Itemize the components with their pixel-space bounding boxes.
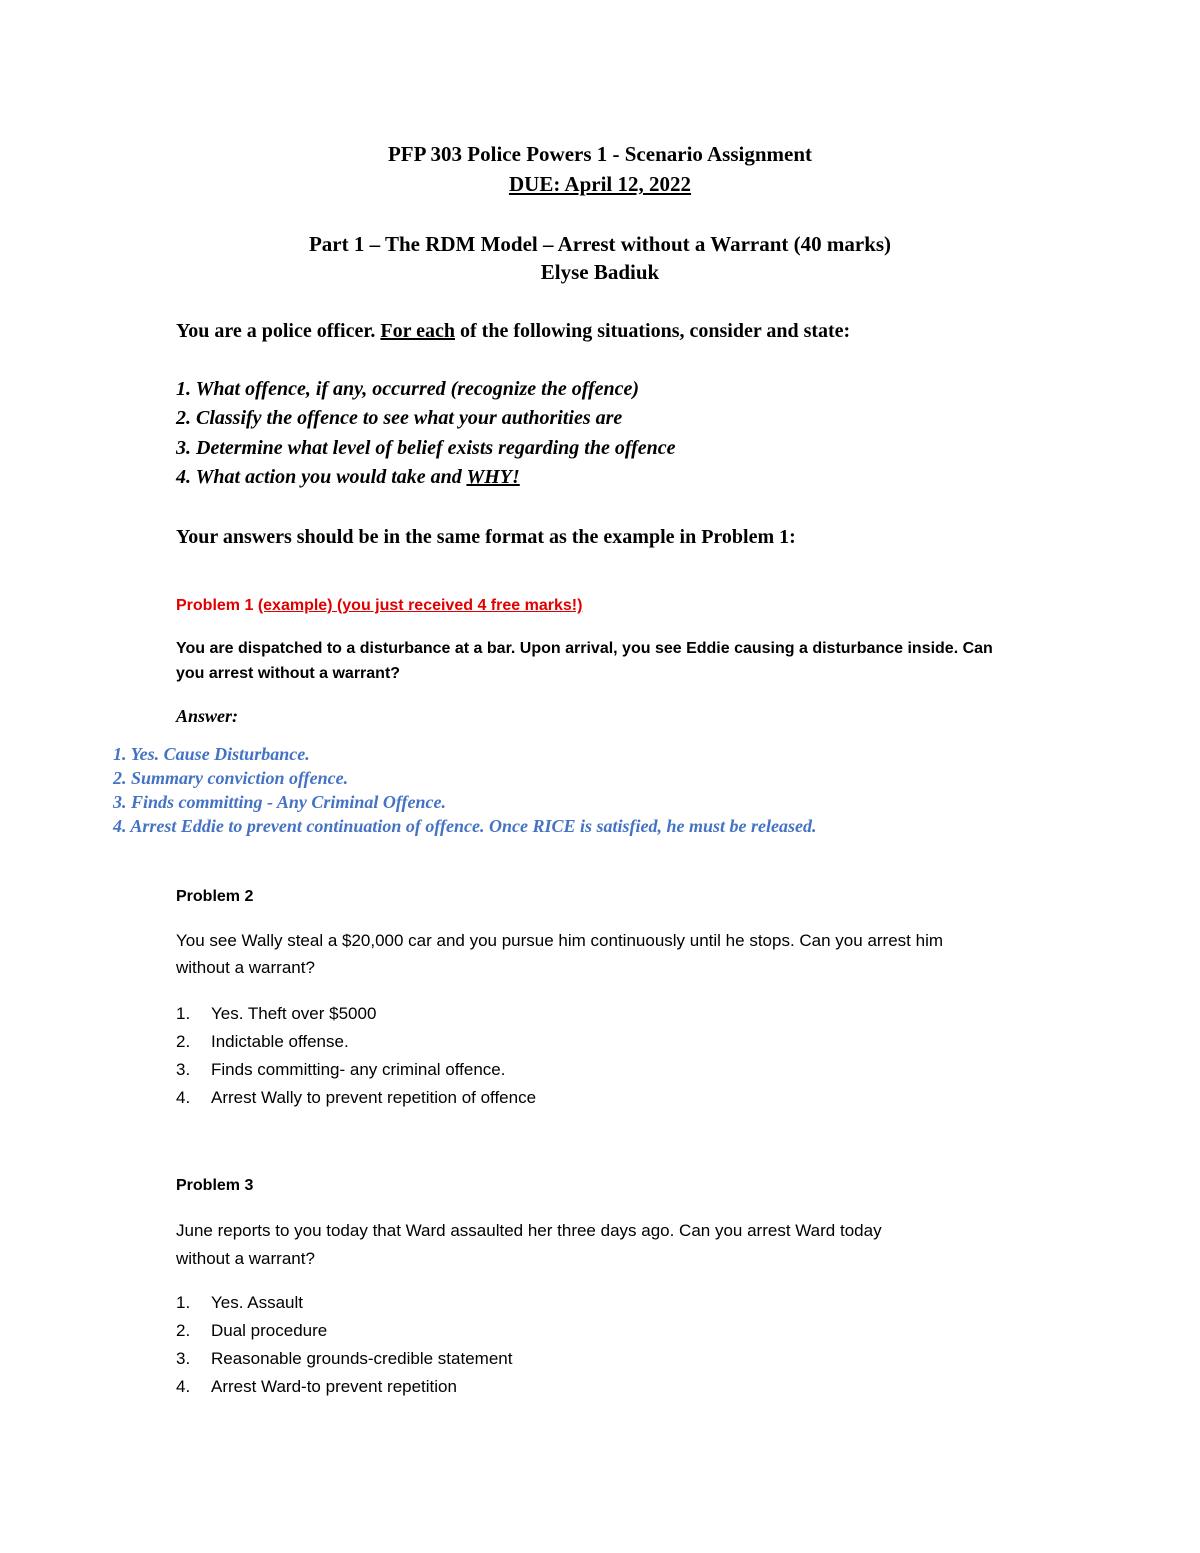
example-answer: 3. Finds committing - Any Criminal Offence. [113, 792, 447, 812]
due-date-text: DUE: April 12, 2022 [508, 172, 691, 196]
format-note: Your answers should be in the same format as the example in Problem 1: [176, 526, 796, 548]
list-item-text: Indictable offense. [211, 1032, 349, 1051]
list-number: 4. [176, 1377, 191, 1396]
list-number: 3. [176, 1349, 191, 1368]
problem1-title [176, 597, 582, 615]
due-date [0, 172, 1200, 197]
question-text: What action you would take and [195, 466, 467, 488]
problem2-title: Problem 2 [176, 888, 254, 905]
intro-prefix: You are a police officer. [176, 320, 381, 342]
list-item-text: Yes. Assault [211, 1293, 303, 1312]
part-heading: Part 1 – The RDM Model – Arrest without a Warrant (40 marks) [308, 232, 892, 256]
problem3-text-line: without a warrant? [176, 1249, 315, 1268]
question-number: 1. [176, 378, 191, 400]
author-name: Elyse Badiuk [540, 260, 660, 284]
question-text: Classify the offence to see what your authorities are [196, 407, 623, 429]
intro-paragraph [176, 320, 850, 343]
question-text: What offence, if any, occurred (recognize the offence) [195, 378, 640, 400]
question-item [176, 378, 639, 401]
problem1-title-prefix: Problem 1 [176, 597, 258, 614]
question-text: Determine what level of belief exists regarding the offence [196, 437, 676, 459]
document-title: PFP 303 Police Powers 1 - Scenario Assignment [387, 142, 813, 166]
question-number: 2. [176, 407, 191, 429]
question-number: 3. [176, 437, 191, 459]
question-emphasis: WHY! [466, 466, 520, 488]
list-item-text: Dual procedure [211, 1321, 328, 1340]
problem2-text-line: You see Wally steal a $20,000 car and you pursue him continuously until he stops. Can you arrest him [176, 931, 944, 950]
list-item-text: Reasonable grounds-credible statement [211, 1349, 513, 1368]
example-answer: 1. Yes. Cause Disturbance. [113, 744, 310, 764]
question-number: 4. [176, 466, 191, 488]
intro-emphasis: For each [380, 320, 456, 342]
answer-label: Answer: [176, 706, 239, 726]
list-item-text: Finds committing- any criminal offence. [211, 1060, 506, 1079]
question-item [176, 407, 622, 430]
list-item-text: Arrest Wally to prevent repetition of offence [211, 1088, 537, 1107]
list-number: 3. [176, 1060, 191, 1079]
example-answer: 2. Summary conviction offence. [113, 768, 349, 788]
problem1-text-line: You are dispatched to a disturbance at a bar. Upon arrival, you see Eddie causing a disturbance inside. Can [176, 640, 993, 657]
question-item [176, 466, 520, 489]
list-number: 1. [176, 1293, 191, 1312]
example-answer: 4. Arrest Eddie to prevent continuation of offence. Once RICE is satisfied, he must be released. [113, 816, 817, 836]
intro-suffix: of the following situations, consider and state: [455, 320, 851, 342]
list-item-text: Arrest Ward-to prevent repetition [211, 1377, 457, 1396]
problem1-text-line: you arrest without a warrant? [176, 665, 401, 682]
problem3-text-line: June reports to you today that Ward assaulted her three days ago. Can you arrest Ward today [176, 1221, 882, 1240]
list-number: 2. [176, 1321, 191, 1340]
list-number: 4. [176, 1088, 191, 1107]
problem3-title: Problem 3 [176, 1177, 254, 1194]
list-item-text: Yes. Theft over $5000 [211, 1004, 377, 1023]
problem1-title-note: (example) (you just received 4 free marks!) [257, 597, 583, 614]
list-number: 1. [176, 1004, 191, 1023]
problem2-text-line: without a warrant? [176, 958, 315, 977]
list-number: 2. [176, 1032, 191, 1051]
question-item [176, 437, 676, 460]
